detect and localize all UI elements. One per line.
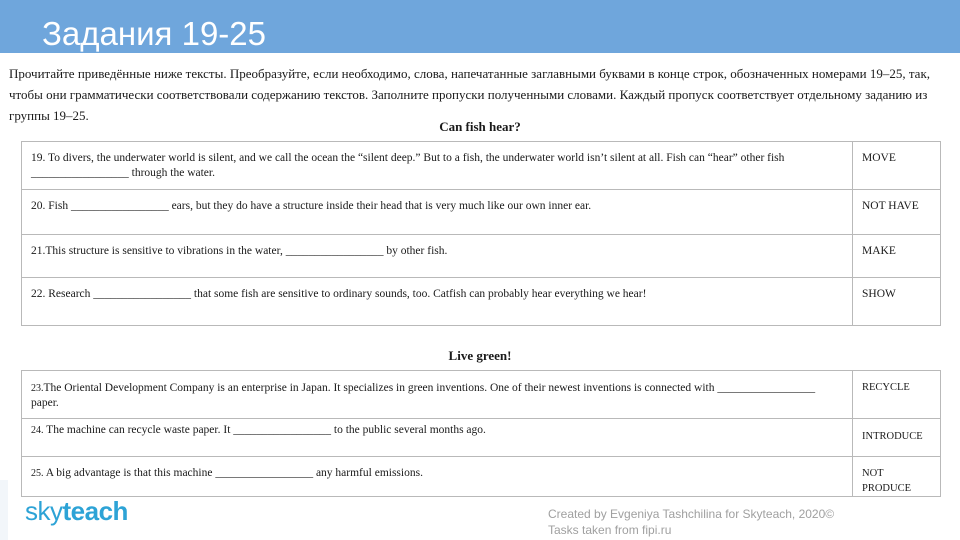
table-row xyxy=(22,190,941,235)
task-number-23: 23. xyxy=(31,383,44,394)
task-text-20: 20. Fish _________________ ears, but they do have a structure inside their head that is very much like our own inner ear. xyxy=(22,190,853,235)
task-text-19: 19. To divers, the underwater world is silent, and we call the ocean the “silent deep.” But to a fish, the underwater world isn’t silent at all. Fish can “hear” other fish _________________ through the water. xyxy=(22,142,853,190)
footer-credit-line: Created by Evgeniya Tashchilina for Skyteach, 2020© xyxy=(548,507,835,521)
side-decoration xyxy=(0,480,8,540)
task-body-24: The machine can recycle waste paper. It _________________ to the public several months ago. xyxy=(43,424,486,436)
footer-credits xyxy=(548,506,834,538)
logo-part-teach: teach xyxy=(62,496,128,526)
slide-title: Задания 19-25 xyxy=(42,15,266,52)
table-row xyxy=(22,419,941,457)
task-word-21: MAKE xyxy=(853,235,941,278)
tasks-table-1 xyxy=(21,141,941,326)
footer-source-line: Tasks taken from fipi.ru xyxy=(548,523,672,537)
task-word-25: NOT PRODUCE xyxy=(853,457,941,497)
table-row xyxy=(22,371,941,419)
table-row xyxy=(22,142,941,190)
section-title-can-fish-hear: Can fish hear? xyxy=(439,119,521,134)
task-text-24 xyxy=(22,419,853,457)
task-word-19: MOVE xyxy=(853,142,941,190)
task-body-23: The Oriental Development Company is an enterprise in Japan. It specializes in green inventions. One of their newest inventions is connected with _________________ paper. xyxy=(31,382,816,409)
instructions-text: Прочитайте приведённые ниже тексты. Преобразуйте, если необходимо, слова, напечатанные заглавными буквами в конце строк, обозначенных номерами 19–25, так, чтобы они грамматически соответствовали содержанию текстов. Заполните пропуски полученными словами. Каждый пропуск соответствует отдельному заданию из группы 19–25. xyxy=(9,66,931,123)
task-body-25: A big advantage is that this machine _________________ any harmful emissions. xyxy=(43,467,423,479)
section-title-live-green: Live green! xyxy=(448,348,512,363)
task-text-25 xyxy=(22,457,853,497)
task-word-22: SHOW xyxy=(853,278,941,326)
task-word-20: NOT HAVE xyxy=(853,190,941,235)
task-text-23 xyxy=(22,371,853,419)
task-word-23: RECYCLE xyxy=(853,371,941,419)
task-text-21: 21.This structure is sensitive to vibrations in the water, _________________ by other fish. xyxy=(22,235,853,278)
task-number-25: 25. xyxy=(31,468,44,479)
skyteach-logo xyxy=(25,496,128,526)
logo-part-sky: sky xyxy=(25,496,63,526)
table-row xyxy=(22,457,941,497)
task-number-24: 24. xyxy=(31,425,44,436)
tasks-table-2 xyxy=(21,370,941,497)
task-word-24: INTRODUCE xyxy=(853,419,941,457)
table-row xyxy=(22,235,941,278)
task-text-22: 22. Research _________________ that some fish are sensitive to ordinary sounds, too. Catfish can probably hear everything we hear! xyxy=(22,278,853,326)
table-row xyxy=(22,278,941,326)
